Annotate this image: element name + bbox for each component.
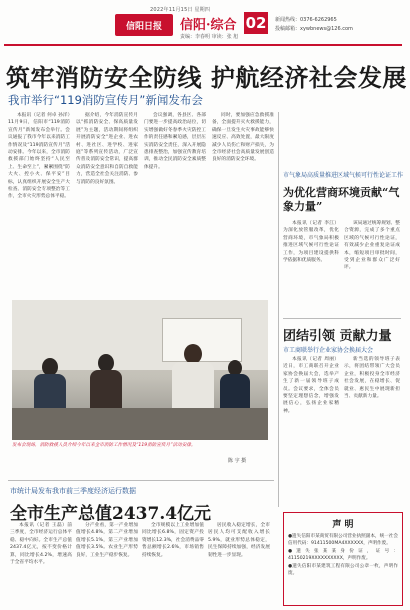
- notice-item: ●遗失张某某身份证，证号：41150219XXXXXXXXXX，声明作废。: [288, 549, 398, 561]
- newspaper-logo: 信阳日报: [115, 14, 173, 36]
- main-article-column-3: 会议强调，各县区、各部门要进一步提高政治站位，切实增强做好冬春季火灾防控工作的责任感和紧迫感，层层压实消防安全责任，深入开展隐患排查整治，加强宣传教育培训，推动全民消防安全素质整体提升。: [144, 113, 206, 170]
- submission-email: 投稿邮箱：xywbnews@126.com: [275, 26, 353, 32]
- notice-item: ●遗失信阳市某建筑工程有限公司公章一枚，声明作废。: [288, 564, 398, 576]
- photo-caption: 发布会现场，消防救援人员介绍今年以来全市消防工作情况及“119消防宣传月”活动安排。: [12, 443, 196, 448]
- main-article-column-4: 同时，要加强应急救援准备，全面提升灭火救援能力，确保一旦发生火灾事故能够快速反应、高效处置，最大限度减少人员伤亡和财产损失，为全市经济社会高质量发展创造良好的消防安全环境。: [212, 113, 274, 163]
- bottom-divider: [8, 480, 274, 481]
- right-article-1-title: 为优化营商环境贡献“气象力量”: [283, 186, 400, 213]
- right-article-2-title: 团结引领 贡献力量: [283, 329, 392, 344]
- editor-info: 责编：李春明 审读：张 旭: [180, 34, 239, 40]
- right-article-2-column-2: 新当选的领导班子表示，将团结带领广大会员企业，积极投身全市经济社会发展，在稳增长、促就业、惠民生中展现新担当、贡献新力量。: [344, 357, 400, 400]
- bottom-article-column-1: 本报讯（记者 王磊）前三季度，全市经济运行总体平稳、稳中向好。全市生产总值2437.4亿元，按不变价格计算，同比增长4.2%，增速高于全省平均水平。: [10, 523, 72, 566]
- main-article-column-2: 据介绍，今年消防宣传月以“抓消防安全、保高质量发展”为主题，活动期间将组织开展消防安全“进企业、进农村、进社区、进学校、进家庭”等系列宣传活动，广泛宣传普及消防安全常识，提高群众消防安全意识和自防自救能力，营造全社会关注消防、参与消防的良好氛围。: [76, 113, 138, 185]
- page-number: 02: [245, 14, 267, 32]
- photo-credit: 陈 宇 摄: [228, 458, 247, 464]
- main-article-column-1: 本报讯（记者 何卓 孙洋）11月9日，信阳市“119消防宣传月”新闻发布会举行。会议通报了我市今年以来消防工作情况及“119消防宣传月”活动安排。今年以来，全市消防救援部门始终坚持“人民至上、生命至上”，紧紧围绕“防大火、控小火、保平安”目标，认真组织开展安全生产大检查、消防安全专项整治等工作，全市火灾形势总体平稳。: [8, 113, 70, 200]
- bottom-article-column-3: 全市规模以上工业增加值同比增长6.8%，固定资产投资增长12.3%，社会消费品零售总额增长2.6%，市场销售持续恢复。: [142, 523, 204, 558]
- right-article-1-column-2: 该局通过统筹规划、整合资源，完成了多个重点区域的气候可行性论证，有效减少企业重复论证成本，缩短项目审批时间，受到企业和群众广泛好评。: [344, 221, 400, 271]
- press-conference-photo: [12, 300, 268, 440]
- news-hotline: 新闻热线：0376-6262965: [275, 17, 337, 23]
- notice-title: 声 明: [332, 520, 354, 530]
- right-divider: [283, 318, 401, 319]
- right-article-2-column-1: 本报讯（记者 周丽）近日，市工商联召开企业家协会换届大会，选举产生了新一届领导班子成员。会议要求，全体会员要坚定理想信念，增强发展信心，弘扬企业家精神。: [283, 357, 339, 414]
- bottom-article-column-2: 分产业看，第一产业增加值增长4.8%，第二产业增加值增长5.1%，第三产业增加值增长3.5%。农业生产形势良好，工业生产稳步恢复。: [76, 523, 138, 558]
- bottom-article-subtitle: 市统计局发布我市前三季度经济运行数据: [10, 487, 136, 495]
- column-divider: [278, 112, 279, 507]
- issue-date: 2022年11月15日 星期四: [150, 7, 211, 13]
- notice-box: [283, 512, 403, 606]
- notice-body: [288, 533, 398, 577]
- bottom-article-title: 全市生产总值2437.4亿元: [10, 504, 212, 524]
- main-headline: 筑牢消防安全防线 护航经济社会发展: [6, 63, 407, 92]
- right-article-1-column-1: 本报讯（记者 李江）为深化放管服改革，优化营商环境，市气象局积极推进区域气候可行性论证工作，为项目建设提供科学依据和优质服务。: [283, 221, 339, 264]
- right-article-1-subtitle: 市气象局高质量推进区域气候可行性论证工作: [283, 172, 404, 179]
- bottom-article-column-4: 居民收入稳定增长，全市居民人均可支配收入增长5.9%，就业形势总体稳定，民生保障持续加强，经济发展韧性进一步显现。: [208, 523, 270, 558]
- contact-info: [275, 16, 353, 34]
- notice-item: ●遗失信阳市某商贸有限公司营业执照副本，统一社会信用代码：91411500MA4XXXXXX，声明作废。: [288, 534, 398, 546]
- section-title: 信阳·综合: [180, 18, 237, 33]
- right-article-2-subtitle: 市工商联举行企业家协会换届大会: [283, 347, 374, 354]
- main-subheadline: 我市举行“119消防宣传月”新闻发布会: [8, 93, 203, 107]
- masthead-rule: [4, 44, 402, 46]
